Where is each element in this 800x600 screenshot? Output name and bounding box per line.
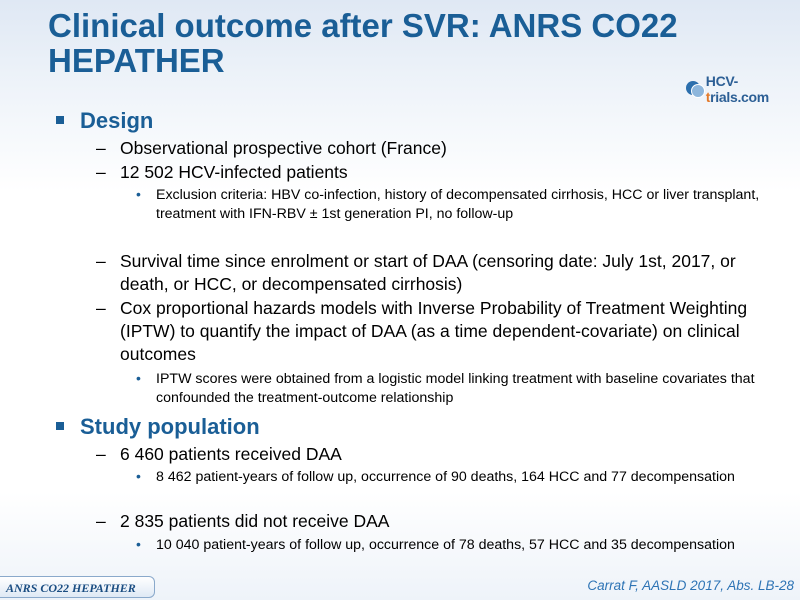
citation: Carrat F, AASLD 2017, Abs. LB-28 <box>587 578 794 593</box>
slide-title: Clinical outcome after SVR: ANRS CO22 HEPATHER <box>48 7 678 79</box>
section-heading: Design <box>80 108 154 133</box>
logo-icon <box>686 81 704 97</box>
study-label: ANRS CO22 HEPATHER <box>0 576 155 598</box>
logo-text: HCV-trials.com <box>705 73 769 105</box>
square-bullet-icon <box>56 116 64 124</box>
square-bullet-icon <box>56 422 64 430</box>
section-heading: Study population <box>80 414 260 439</box>
hcv-trials-logo <box>686 73 800 105</box>
